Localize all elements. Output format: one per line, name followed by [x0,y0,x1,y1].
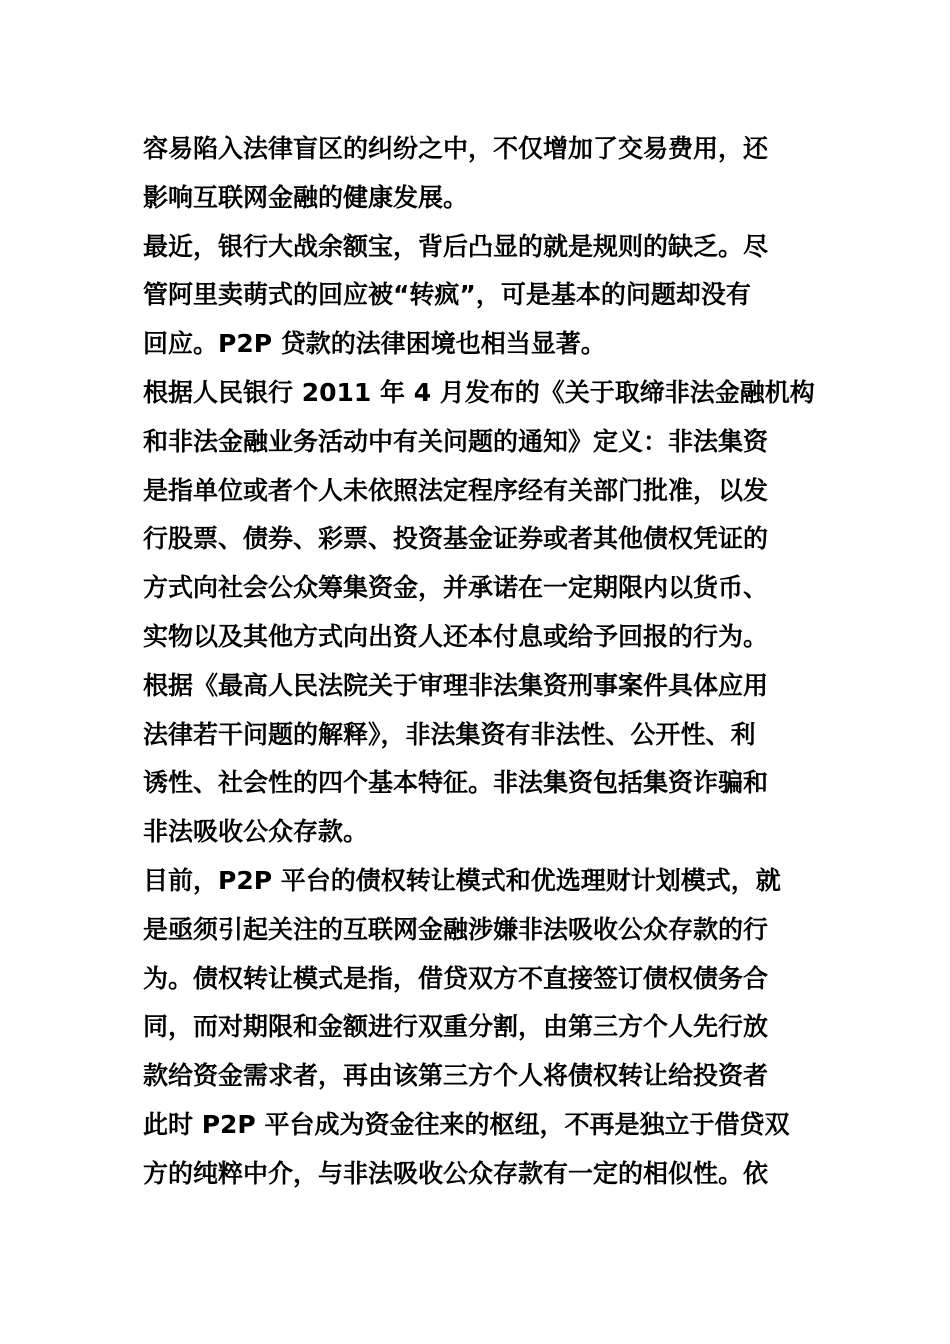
text-line: 影响互联网金融的健康发展。 [143,182,469,212]
text-line: 根据人民银行 2011 年 4 月发布的《关于取缔非法金融机构 [143,377,815,407]
text-line: 目前，P2P 平台的债权转让模式和优选理财计划模式，就 [143,865,781,895]
text-line: 非法吸收公众存款。 [143,817,369,847]
text-line: 是亟须引起关注的互联网金融涉嫌非法吸收公众存款的行 [143,914,769,944]
text-line: 最近，银行大战余额宝，背后凸显的就是规则的缺乏。尽 [143,231,769,261]
text-line: 实物以及其他方式向出资人还本付息或给予回报的行为。 [143,621,769,651]
text-line: 是指单位或者个人未依照法定程序经有关部门批准，以发 [143,475,769,505]
text-line: 此时 P2P 平台成为资金往来的枢纽，不再是独立于借贷双 [143,1109,790,1139]
text-line: 回应。P2P 贷款的法律困境也相当显著。 [143,329,606,359]
text-line: 方式向社会公众筹集资金，并承诺在一定期限内以货币、 [143,573,769,603]
text-line: 根据《最高人民法院关于审理非法集资刑事案件具体应用 [143,670,769,700]
text-line: 行股票、债券、彩票、投资基金证券或者其他债权凭证的 [143,524,769,554]
text-line: 同，而对期限和金额进行双重分割，由第三方个人先行放 [143,1012,769,1042]
text-line: 款给资金需求者，再由该第三方个人将债权转让给投资者 [143,1061,769,1091]
text-line: 容易陷入法律盲区的纠纷之中，不仅增加了交易费用，还 [143,134,769,163]
text-line: 法律若干问题的解释》，非法集资有非法性、公开性、利 [143,719,756,749]
text-line: 管阿里卖萌式的回应被“转疯”，可是基本的问题却没有 [143,280,751,310]
text-line: 方的纯粹中介，与非法吸收公众存款有一定的相似性。依 [143,1158,769,1188]
text-line: 为。债权转让模式是指，借贷双方不直接签订债权债务合 [143,963,769,993]
text-line: 诱性、社会性的四个基本特征。非法集资包括集资诈骗和 [143,768,769,798]
document-body [143,125,815,1199]
text-line: 和非法金融业务活动中有关问题的通知》定义：非法集资 [143,426,769,456]
